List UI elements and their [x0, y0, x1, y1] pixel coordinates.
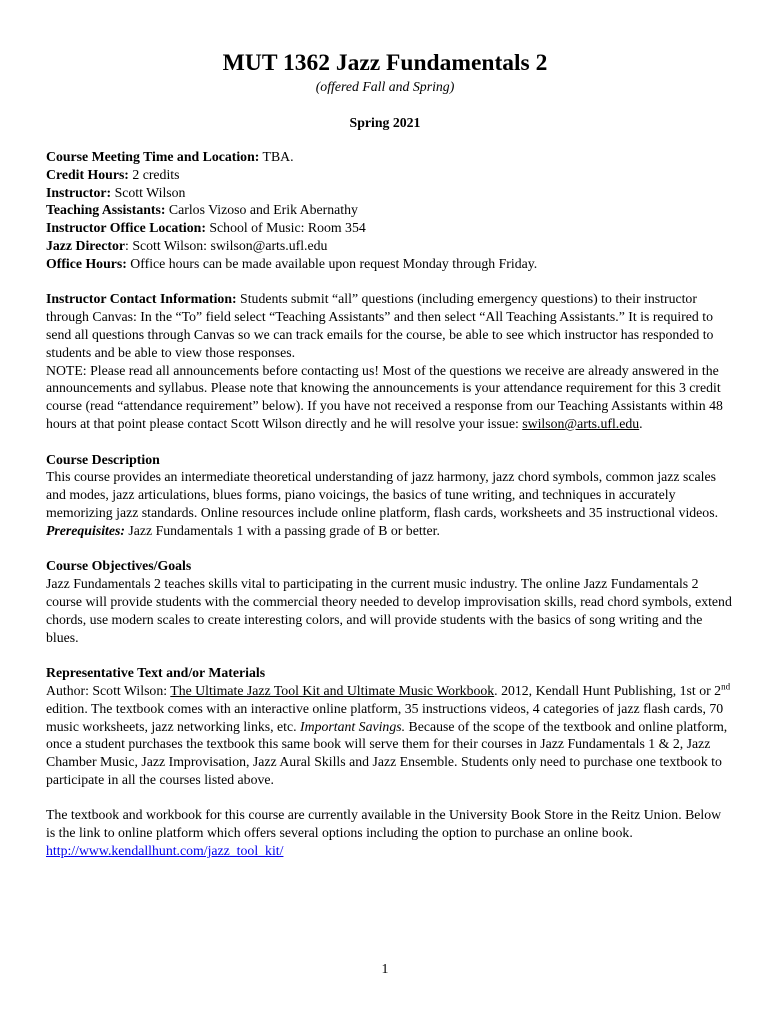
kendallhunt-link-line — [46, 842, 732, 860]
note-paragraph — [46, 362, 732, 433]
office-label: Instructor Office Location: — [46, 220, 206, 236]
page-subtitle: (offered Fall and Spring) — [315, 79, 455, 94]
materials-rest: Because of the scope of the textbook and online platform, once a student purchases the textbook this same book will serve them for their courses in Jazz Fundamentals 1 & 2, Jazz Chamber Music, Jazz Improvisation, Jazz Aural Skills and Jazz Ensemble. Students only need to purchase one textbook to participate in all the courses listed above. — [46, 718, 728, 787]
page-title: MUT 1362 Jazz Fundamentals 2 — [222, 50, 548, 76]
contact-email-link[interactable]: swilson@arts.ufl.edu — [522, 415, 640, 431]
prereq-line — [46, 522, 732, 540]
objectives-heading — [46, 557, 732, 575]
instructor-line — [46, 184, 732, 202]
materials-heading-text: Representative Text and/or Materials — [46, 665, 266, 681]
note-text: NOTE: Please read all announcements before contacting us! Most of the questions we receive are already answered in the announcements and syllabus. Please note that knowing the announcements is your attendance requirement for this 3 credit course (read “attendance requirement” below). If you have not received a response from our Teaching Assistants within 48 hours at that point please contact Scott Wilson directly and he will resolve your issue: — [46, 362, 723, 431]
hours-line — [46, 255, 732, 273]
meeting-line — [46, 148, 732, 166]
description-heading-text: Course Description — [46, 451, 160, 467]
objectives-heading-text: Course Objectives/Goals — [46, 558, 192, 574]
credit-label: Credit Hours: — [46, 166, 129, 182]
objectives-text: Jazz Fundamentals 2 teaches skills vital to participating in the current music industry. The online Jazz Fundamentals 2 course will provide students with the commercial theory needed to develop improvisation skills, read chord symbols, extend chords, use modern scales to create interesting colors, and will provide students with the basics of song writing and the blues. — [46, 576, 732, 645]
description-heading — [46, 451, 732, 469]
book-title: The Ultimate Jazz Tool Kit and Ultimate Music Workbook — [170, 682, 495, 698]
office-line — [46, 219, 732, 237]
edition-sup: nd — [721, 681, 731, 692]
description-text: This course provides an intermediate theoretical understanding of jazz harmony, jazz chord symbols, common jazz scales and modes, jazz articulations, blues forms, piano voicings, the basics of tune writing, and techniques in accurately memorizing jazz standards. Online resources include online platform, flash cards, worksheets and 35 instructional videos. — [46, 469, 719, 520]
materials-heading — [46, 664, 732, 682]
document-body — [46, 148, 732, 860]
meeting-value: TBA. — [259, 149, 294, 164]
note-period: . — [639, 415, 643, 431]
contact-text: Students submit “all” questions (including emergency questions) to their instructor through Canvas: In the “To” field select “Teaching Assistants” and then select “All Teaching Assistants.” It is required to send all questions through Canvas so we can track emails for the course, be able to see which instructor has responded to students and be able to view those responses. — [46, 291, 714, 360]
director-line — [46, 237, 732, 255]
credit-value: 2 credits — [128, 166, 180, 182]
prereq-label: Prerequisites: — [46, 522, 125, 538]
director-value: : Scott Wilson: swilson@arts.ufl.edu — [125, 237, 328, 253]
bookstore-paragraph: The textbook and workbook for this course are currently available in the University Book Store in the Reitz Union. Below is the link to online platform which offers several options including the option to purchase an online book. — [46, 807, 722, 841]
contact-paragraph — [46, 290, 732, 361]
credit-line — [46, 166, 732, 184]
contact-label: Instructor Contact Information: — [46, 291, 237, 307]
author-prefix: Author: Scott Wilson: — [46, 682, 171, 698]
kendallhunt-link[interactable]: http://www.kendallhunt.com/jazz_tool_kit/ — [46, 843, 284, 859]
director-label: Jazz Director — [46, 237, 126, 253]
ta-line — [46, 201, 732, 219]
materials-paragraph — [46, 682, 732, 789]
after-title: . 2012, Kendall Hunt Publishing, 1st or 2 — [494, 682, 722, 698]
ta-label: Teaching Assistants: — [46, 202, 166, 218]
page-number: 1 — [381, 961, 389, 976]
term-label: Spring 2021 — [349, 115, 421, 130]
important-savings: Important Savings. — [300, 718, 406, 734]
edition-rest: edition. The textbook comes with an interactive online platform, 35 instructions videos, 4 categories of jazz flash cards, 70 music worksheets, jazz networking links, etc. — [46, 700, 724, 734]
hours-value: Office hours can be made available upon request Monday through Friday. — [126, 255, 538, 271]
hours-label: Office Hours: — [46, 255, 127, 271]
office-value: School of Music: Room 354 — [205, 220, 366, 236]
instructor-label: Instructor: — [46, 184, 112, 200]
instructor-value: Scott Wilson — [111, 184, 186, 200]
prereq-value: Jazz Fundamentals 1 with a passing grade of B or better. — [124, 522, 440, 538]
ta-value: Carlos Vizoso and Erik Abernathy — [165, 202, 358, 218]
meeting-label: Course Meeting Time and Location: — [46, 149, 260, 164]
